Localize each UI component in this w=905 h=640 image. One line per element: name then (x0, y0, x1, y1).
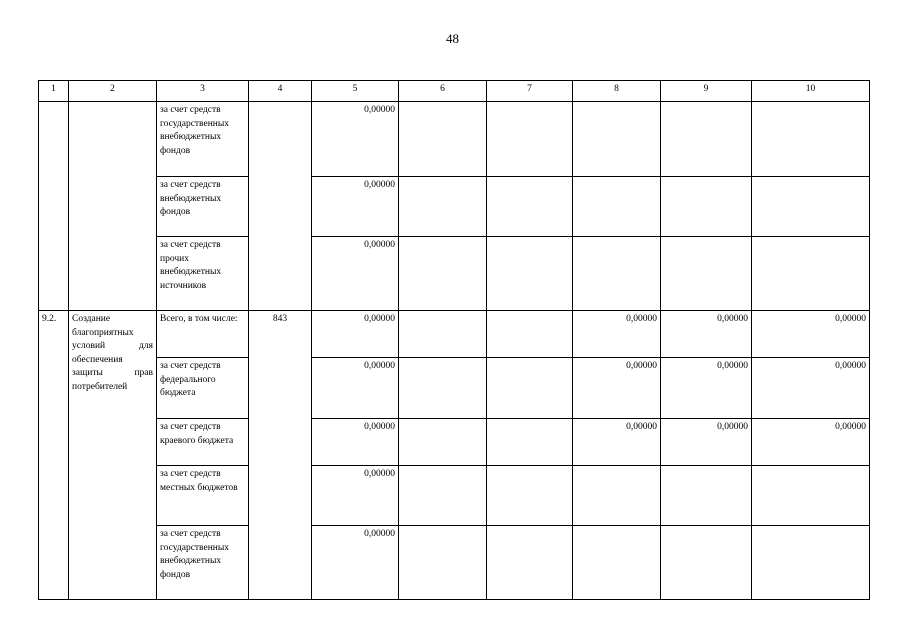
value-cell-col9 (661, 466, 752, 526)
measure-name-line: условий для (72, 341, 153, 351)
value-cell-col5: 0,00000 (312, 526, 399, 600)
column-header: 5 (312, 81, 399, 102)
value-cell-col9: 0,00000 (661, 358, 752, 419)
value-cell-col9 (661, 177, 752, 237)
value-cell-col5: 0,00000 (312, 419, 399, 466)
code-cell: 843 (249, 311, 312, 600)
table-row (39, 177, 870, 237)
value-cell-col6 (399, 311, 487, 358)
value-cell-col7 (487, 526, 573, 600)
funding-source-cell: за счет средств местных бюджетов (157, 466, 249, 526)
row-number-cell (39, 102, 69, 311)
table-row (39, 311, 870, 358)
value-cell-col9 (661, 237, 752, 311)
value-cell-col9 (661, 102, 752, 177)
value-cell-col10: 0,00000 (752, 419, 870, 466)
row-number-cell: 9.2. (39, 311, 69, 600)
measure-name-cell (69, 102, 157, 311)
value-cell-col5: 0,00000 (312, 102, 399, 177)
value-cell-col10: 0,00000 (752, 358, 870, 419)
table-row (39, 419, 870, 466)
value-cell-col6 (399, 358, 487, 419)
column-header: 9 (661, 81, 752, 102)
value-cell-col8: 0,00000 (573, 311, 661, 358)
value-cell-col6 (399, 526, 487, 600)
table-row (39, 237, 870, 311)
column-header: 10 (752, 81, 870, 102)
value-cell-col8: 0,00000 (573, 419, 661, 466)
value-cell-col9: 0,00000 (661, 311, 752, 358)
table-row (39, 526, 870, 600)
value-cell-col6 (399, 177, 487, 237)
column-header: 8 (573, 81, 661, 102)
funding-source-cell: за счет средств прочих внебюджетных источников (157, 237, 249, 311)
value-cell-col7 (487, 358, 573, 419)
funding-source-cell: за счет средств краевого бюджета (157, 419, 249, 466)
value-cell-col8 (573, 466, 661, 526)
value-cell-col9 (661, 526, 752, 600)
value-cell-col10 (752, 237, 870, 311)
value-cell-col10: 0,00000 (752, 311, 870, 358)
page-number: 48 (446, 31, 459, 46)
value-cell-col10 (752, 177, 870, 237)
value-cell-col10 (752, 102, 870, 177)
value-cell-col7 (487, 237, 573, 311)
column-header: 2 (69, 81, 157, 102)
code-cell (249, 102, 312, 311)
value-cell-col10 (752, 526, 870, 600)
column-header: 6 (399, 81, 487, 102)
measure-name-line: защиты прав (72, 368, 153, 378)
value-cell-col8 (573, 102, 661, 177)
value-cell-col7 (487, 419, 573, 466)
funding-source-cell: за счет средств государственных внебюджетных фондов (157, 102, 249, 177)
value-cell-col7 (487, 102, 573, 177)
measure-name-line: обеспечения (72, 354, 123, 365)
column-header: 4 (249, 81, 312, 102)
measure-name-line: потребителей (72, 381, 128, 392)
funding-source-cell: за счет средств государственных внебюджетных фондов (157, 526, 249, 600)
value-cell-col7 (487, 466, 573, 526)
column-header: 3 (157, 81, 249, 102)
funding-source-cell: Всего, в том числе: (157, 311, 249, 358)
funding-source-cell: за счет средств федерального бюджета (157, 358, 249, 419)
value-cell-col8 (573, 177, 661, 237)
value-cell-col8 (573, 237, 661, 311)
value-cell-col5: 0,00000 (312, 237, 399, 311)
measure-name-line: Создание (72, 314, 111, 324)
value-cell-col6 (399, 466, 487, 526)
budget-table (38, 80, 870, 600)
value-cell-col8 (573, 526, 661, 600)
value-cell-col6 (399, 237, 487, 311)
column-header: 1 (39, 81, 69, 102)
funding-source-cell: за счет средств внебюджетных фондов (157, 177, 249, 237)
value-cell-col10 (752, 466, 870, 526)
value-cell-col5: 0,00000 (312, 466, 399, 526)
value-cell-col7 (487, 177, 573, 237)
column-header-row (39, 81, 870, 102)
table-row (39, 102, 870, 177)
measure-name-line: благоприятных (72, 327, 134, 338)
value-cell-col8: 0,00000 (573, 358, 661, 419)
value-cell-col5: 0,00000 (312, 311, 399, 358)
value-cell-col5: 0,00000 (312, 358, 399, 419)
value-cell-col7 (487, 311, 573, 358)
table-row (39, 358, 870, 419)
column-header: 7 (487, 81, 573, 102)
measure-name-cell (69, 311, 157, 600)
value-cell-col6 (399, 419, 487, 466)
table-row (39, 466, 870, 526)
value-cell-col5: 0,00000 (312, 177, 399, 237)
value-cell-col9: 0,00000 (661, 419, 752, 466)
value-cell-col6 (399, 102, 487, 177)
